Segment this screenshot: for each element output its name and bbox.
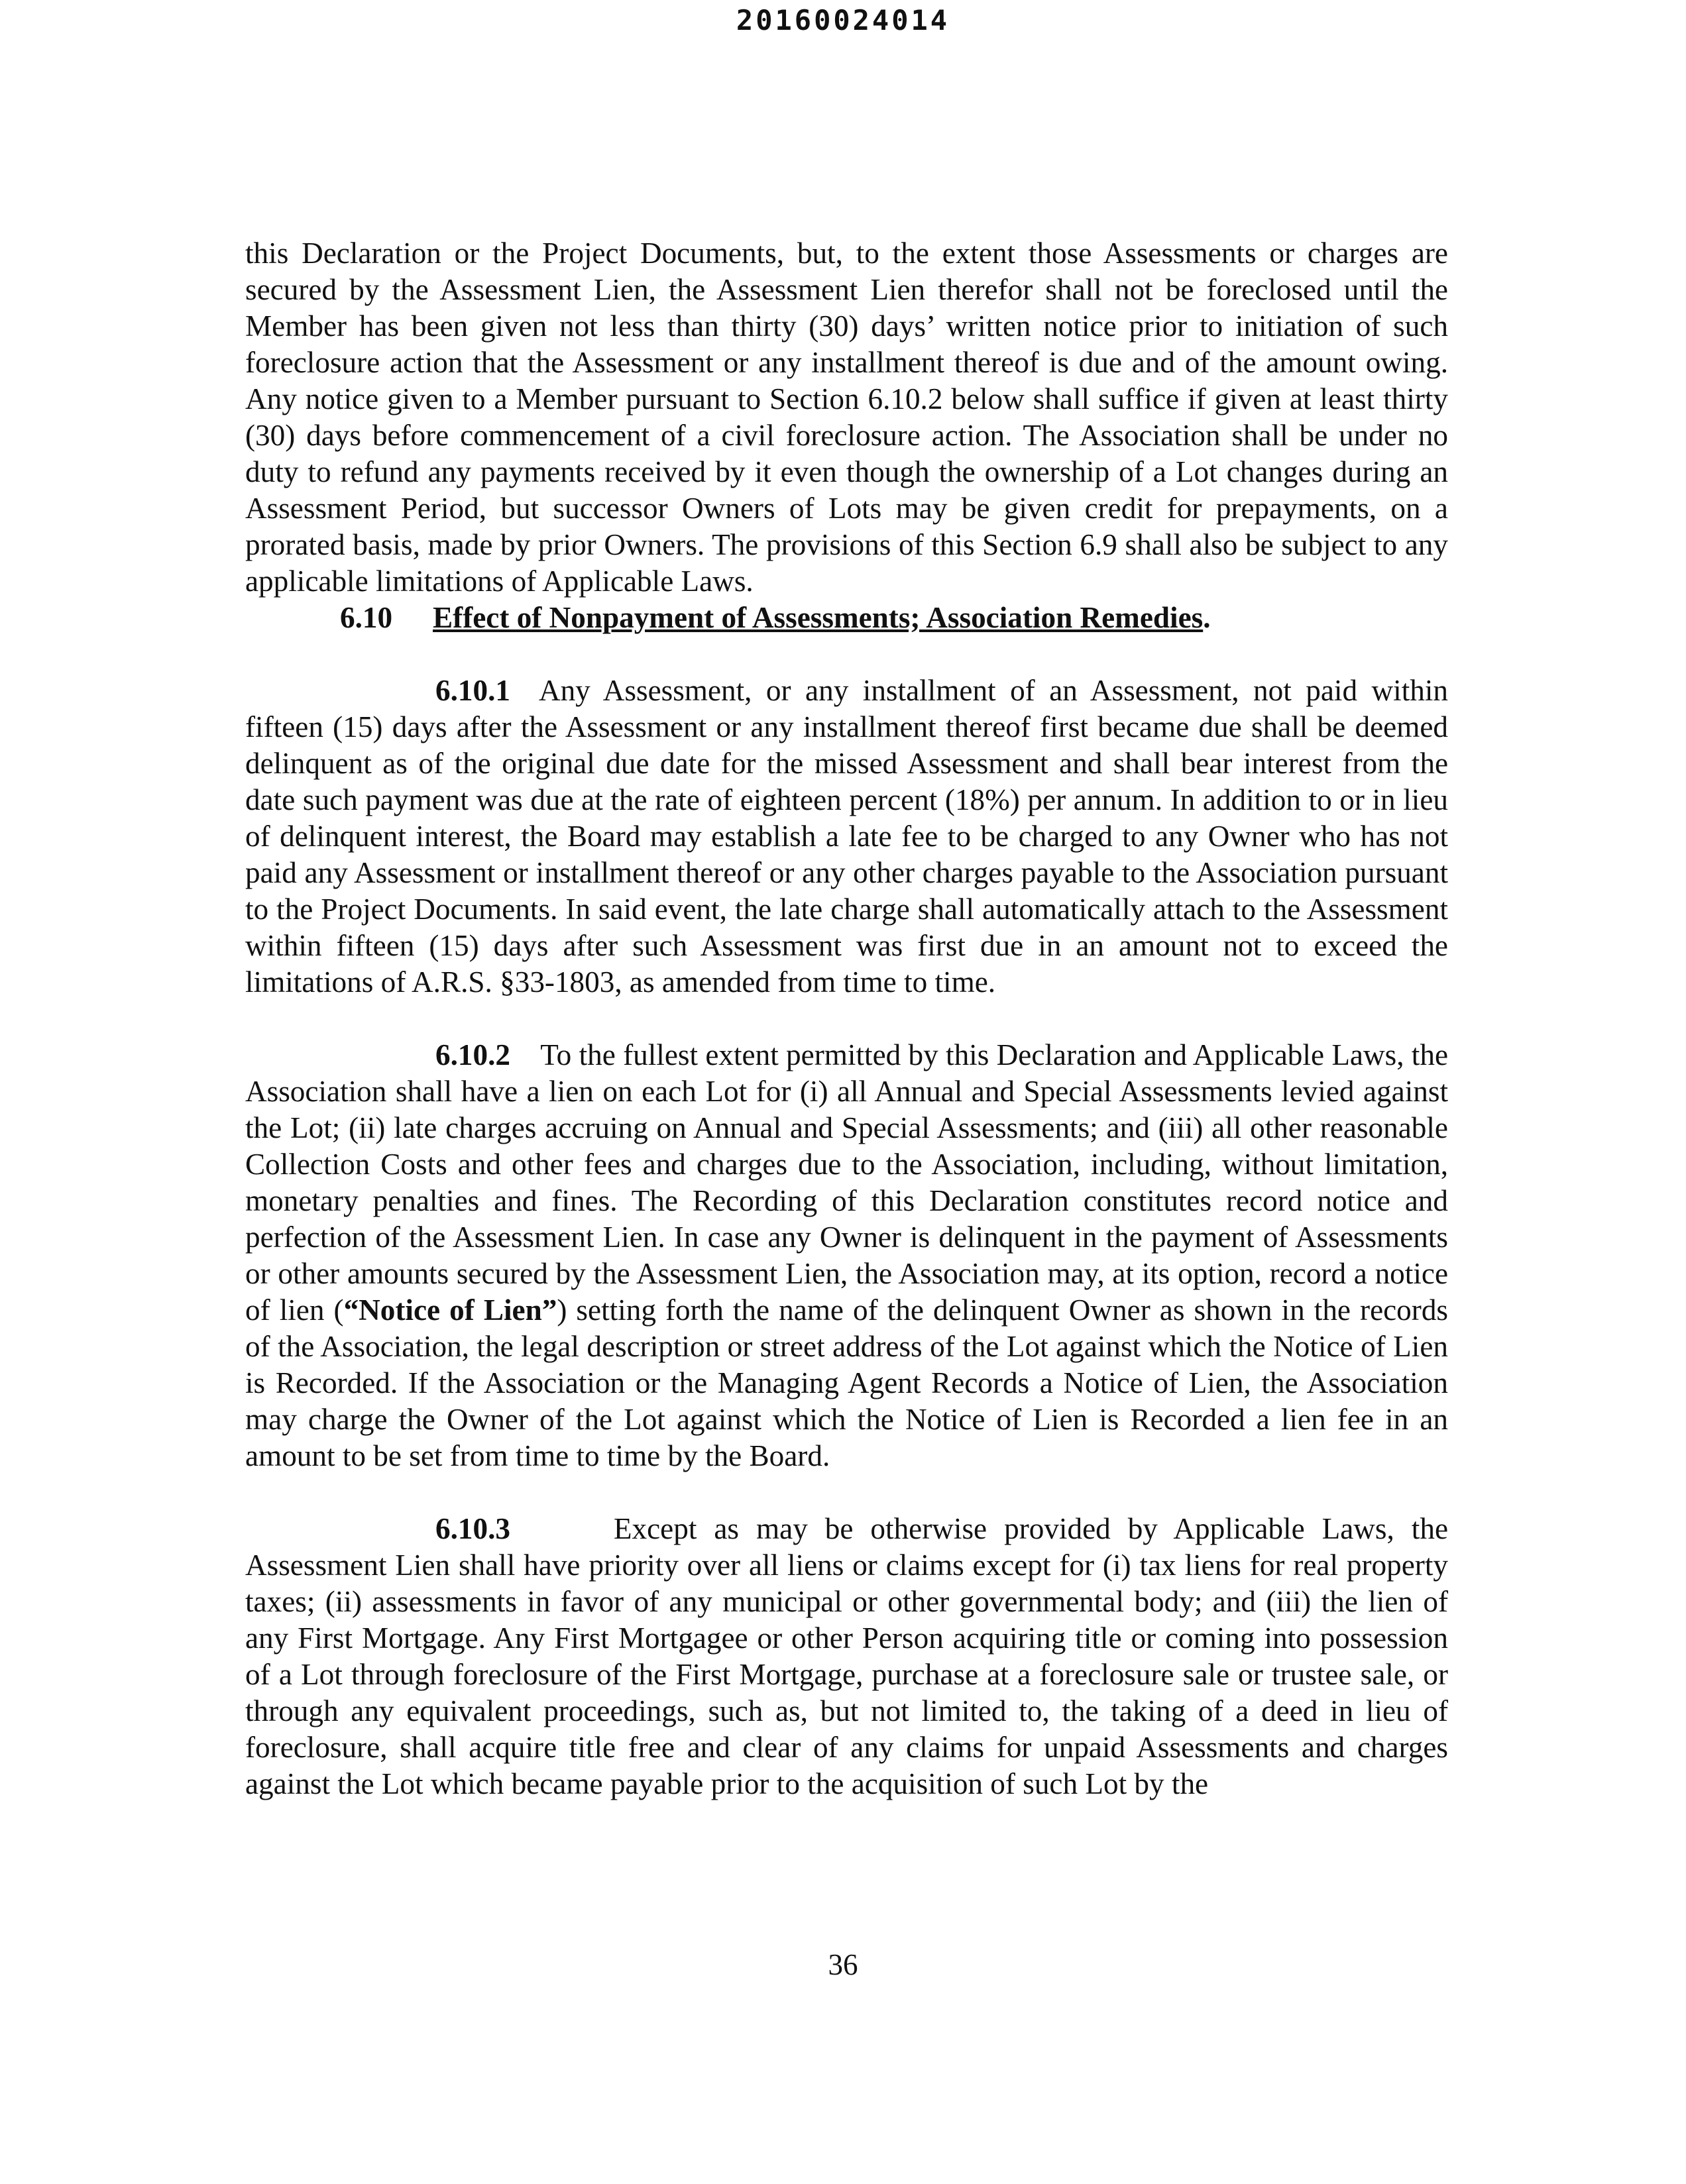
subsection-text: Any Assessment, or any installment of an Assessment, not paid within fifteen (15) days after the Assessment or any installment thereof first became due shall be deemed delinquent as of the original due date for the missed Assessment and shall bear interest from the date such payment was due at the rate of eighteen percent (18%) per annum. In addition to or in lieu of delinquent interest, the Board may establish a late fee to be charged to any Owner who has not paid any Assessment or installment thereof or any other charges payable to the Association pursuant to the Project Documents. In said event, the late charge shall automatically attach to the Assessment within fifteen (15) days after such Assessment was first due in an amount not to exceed the limitations of A.R.S. §33-1803, as amended from time to time. bbox=[245, 674, 1449, 999]
page-number: 36 bbox=[828, 1948, 858, 1981]
section-number: 6.10 bbox=[340, 601, 393, 634]
section-heading bbox=[245, 600, 1448, 636]
section-title: Effect of Nonpayment of Assessments; Association Remedies bbox=[433, 601, 1204, 634]
subsection-text: To the fullest extent permitted by this Declaration and Applicable Laws, the Association shall have a lien on each Lot for (i) all Annual and Special Assessments levied against the Lot; (ii) late charges accruing on Annual and Special Assessments; and (iii) all other reasonable Collection Costs and other fees and charges due to the Association, including, without limitation, monetary penalties and fines. The Recording of this Declaration constitutes record notice and perfection of the Assessment Lien. In case any Owner is delinquent in the payment of Assessments or other amounts secured by the Assessment Lien, the Association may, at its option, record a notice of lien ( bbox=[245, 1038, 1449, 1327]
subsection-number: 6.10.1 bbox=[435, 674, 510, 707]
subsection-number: 6.10.2 bbox=[435, 1038, 510, 1071]
document-body bbox=[245, 235, 1448, 1802]
section-title-period: . bbox=[1203, 601, 1211, 634]
continuation-paragraph: this Declaration or the Project Documents, but, to the extent those Assessments or charges are secured by the Assessment Lien, the Assessment Lien therefor shall not be foreclosed until the Member has been given not less than thirty (30) days’ written notice prior to initiation of such foreclosure action that the Assessment or any installment thereof is due and of the amount owing. Any notice given to a Member pursuant to Section 6.10.2 below shall suffice if given at least thirty (30) days before commencement of a civil foreclosure action. The Association shall be under no duty to refund any payments received by it even though the ownership of a Lot changes during an Assessment Period, but successor Owners of Lots may be given credit for prepayments, on a prorated basis, made by prior Owners. The provisions of this Section 6.9 shall also be subject to any applicable limitations of Applicable Laws. bbox=[245, 237, 1448, 598]
subsection-6-10-2 bbox=[245, 1037, 1448, 1474]
subsection-6-10-3 bbox=[245, 1511, 1448, 1802]
subsection-6-10-1 bbox=[245, 673, 1448, 1001]
subsection-text: Except as may be otherwise provided by Applicable Laws, the Assessment Lien shall have priority over all liens or claims except for (i) tax liens for real property taxes; (ii) assessments in favor of any municipal or other governmental body; and (iii) the lien of any First Mortgage. Any First Mortgagee or other Person acquiring title or coming into possession of a Lot through foreclosure of the First Mortgage, purchase at a foreclosure sale or trustee sale, or through any equivalent proceedings, such as, but not limited to, the taking of a deed in lieu of foreclosure, shall acquire title free and clear of any claims for unpaid Assessments and charges against the Lot which became payable prior to the acquisition of such Lot by the bbox=[245, 1512, 1449, 1800]
recording-number: 20160024014 bbox=[736, 4, 950, 36]
subsection-text-continued: ) setting forth the name of the delinquent Owner as shown in the records of the Association, the legal description or street address of the Lot against which the Notice of Lien is Recorded. If the Association or the Managing Agent Records a Notice of Lien, the Association may charge the Owner of the Lot against which the Notice of Lien is Recorded a lien fee in an amount to be set from time to time by the Board. bbox=[245, 1293, 1449, 1472]
subsection-number: 6.10.3 bbox=[435, 1512, 510, 1545]
defined-term-notice-of-lien: “Notice of Lien” bbox=[343, 1293, 557, 1327]
